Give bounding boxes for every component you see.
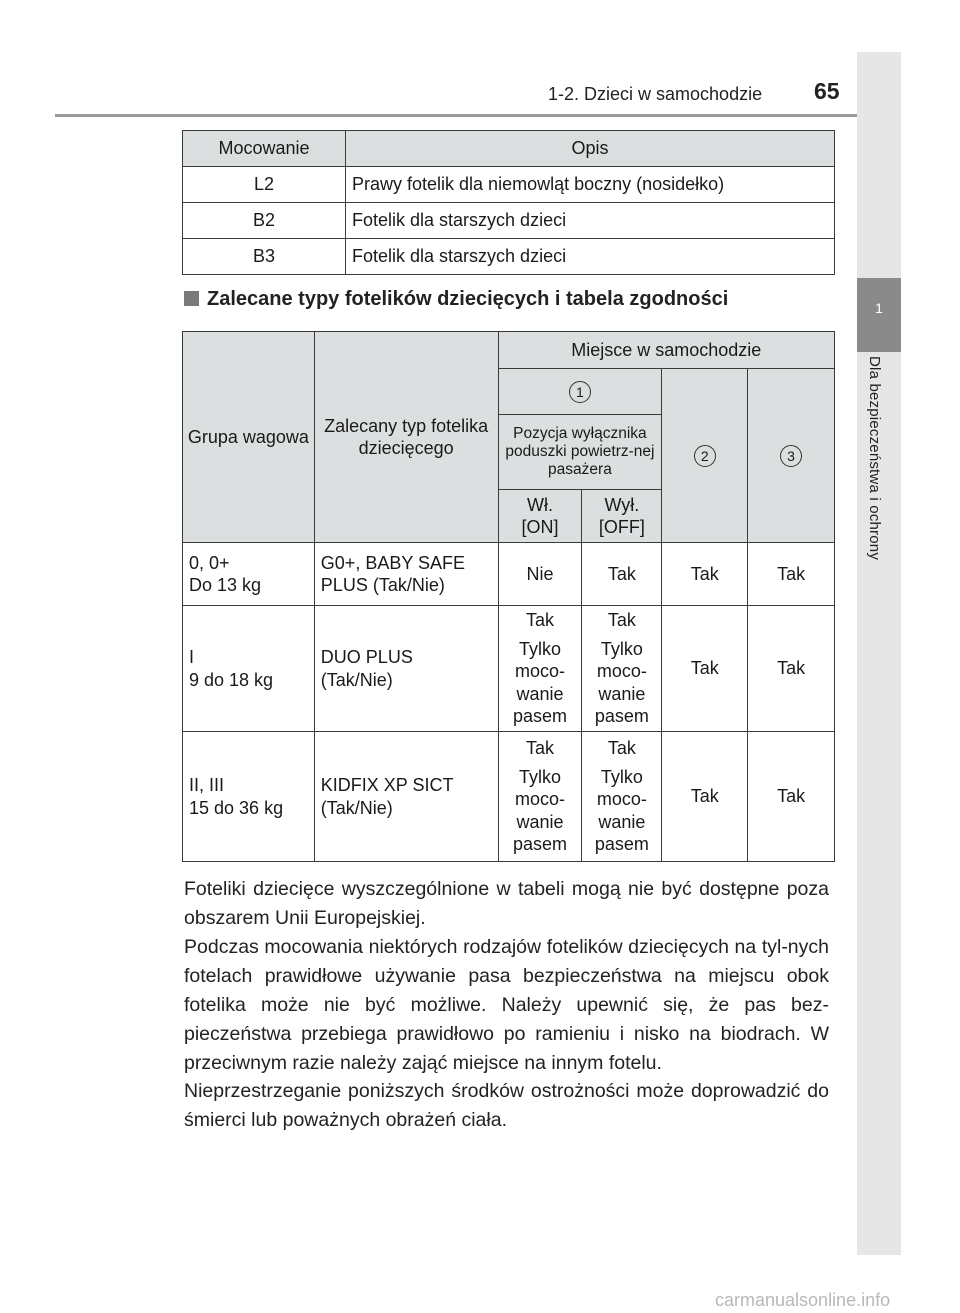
off-note: Tylko moco-wanie pasem [594,638,649,727]
off-cell [582,606,662,732]
type-cell [314,732,498,862]
off-value: Tak [607,738,636,759]
position-2-header [662,369,748,543]
group-weight: 9 do 18 kg [189,669,274,690]
on-value: Tak [525,738,554,759]
page-number: 65 [814,78,840,104]
col-group-header: Grupa wagowa [183,332,315,543]
paragraph: Foteliki dziecięce wyszczególnione w tabeli mogą nie być dostępne poza obszarem Unii Europejskiej. [184,878,829,929]
pos2-cell: Tak [662,732,748,862]
position-3-header [748,369,835,543]
mount-code: B3 [183,239,346,275]
on-cell [498,732,582,862]
header-rule [55,114,900,117]
off-note: Tylko moco-wanie pasem [594,766,649,855]
off-cell: Tak [582,543,662,606]
table-row [183,543,835,606]
type-line: (Tak/Nie) [320,669,393,690]
chapter-number: 1 [875,300,883,316]
header-cell: Opis [346,131,835,167]
pos2-cell: Tak [662,543,748,606]
chapter-title: Dla bezpieczeństwa i ochrony [866,356,883,561]
on-value: Tak [525,610,554,631]
section-heading [184,288,728,311]
section-heading-text: Zalecane typy fotelików dziecięcych i tabela zgodności [207,288,729,310]
on-cell: Nie [498,543,582,606]
group-cell [183,606,315,732]
group-cell [183,543,315,606]
circled-number-3: 3 [780,445,802,467]
mount-desc: Prawy fotelik dla niemowląt boczny (nosidełko) [346,167,835,203]
off-code: [OFF] [598,517,645,537]
type-line: G0+, BABY SAFE [320,552,466,573]
on-note: Tylko moco-wanie pasem [512,766,567,855]
on-note: Tylko moco-wanie pasem [512,638,567,727]
mount-code: L2 [183,167,346,203]
group-weight: 15 do 36 kg [189,797,284,818]
circled-number-1: 1 [569,381,591,403]
group-line: I [189,647,195,667]
paragraph: Podczas mocowania niektórych rodzajów fotelików dziecięcych na tyl-nych fotelach prawidłowe używanie pasa bezpieczeństwa na miejscu obok fotelika może nie być możliwe. Należy upewnić się, że pas bez-pieczeństwa przebiega prawidłowo po ramieniu i nisko na biodrach. W przeciwnym razie należy zająć miejsce na innym fotelu. [184,936,829,1074]
off-cell [582,732,662,862]
col-place-header: Miejsce w samochodzie [498,332,834,369]
mount-code: B2 [183,203,346,239]
type-line: KIDFIX XP SICT [320,775,454,795]
pos3-cell: Tak [748,732,835,862]
type-cell [314,606,498,732]
side-strip [857,52,901,1255]
on-header [498,490,582,543]
group-cell [183,732,315,862]
group-line: 0, 0+ [189,552,230,573]
mount-desc: Fotelik dla starszych dzieci [346,239,835,275]
paragraph: Nieprzestrzeganie poniższych środków ostrożności może doprowadzić do śmierci lub poważnych obrażeń ciała. [184,1080,829,1131]
table-row [183,606,835,732]
header-cell: Mocowanie [183,131,346,167]
table-row [183,167,835,203]
compat-table [182,331,835,862]
airbag-switch-header: Pozycja wyłącznika poduszki powietrz-nej pasażera [498,415,662,490]
pos2-cell: Tak [662,606,748,732]
group-line: II, III [189,775,225,795]
running-header: 1-2. Dzieci w samochodzie [548,84,763,104]
type-cell [314,543,498,606]
type-line: (Tak/Nie) [320,797,393,818]
mount-table [182,130,835,275]
off-header [582,490,662,543]
col-type-header: Zalecany typ fotelika dziecięcego [314,332,498,543]
type-line: PLUS (Tak/Nie) [320,575,445,595]
table-row [183,732,835,862]
square-bullet-icon [184,291,199,306]
on-cell [498,606,582,732]
off-label: Wył. [604,494,640,515]
pos3-cell: Tak [748,543,835,606]
position-1-header [498,369,662,415]
circled-number-2: 2 [694,445,716,467]
table-row [183,203,835,239]
group-weight: Do 13 kg [189,575,262,595]
mount-desc: Fotelik dla starszych dzieci [346,203,835,239]
on-label: Wł. [526,494,553,515]
type-line: DUO PLUS [320,647,413,667]
on-code: [ON] [521,517,559,537]
pos3-cell: Tak [748,606,835,732]
table-row [183,239,835,275]
watermark: carmanualsonline.info [715,1290,891,1310]
off-value: Tak [607,610,636,631]
